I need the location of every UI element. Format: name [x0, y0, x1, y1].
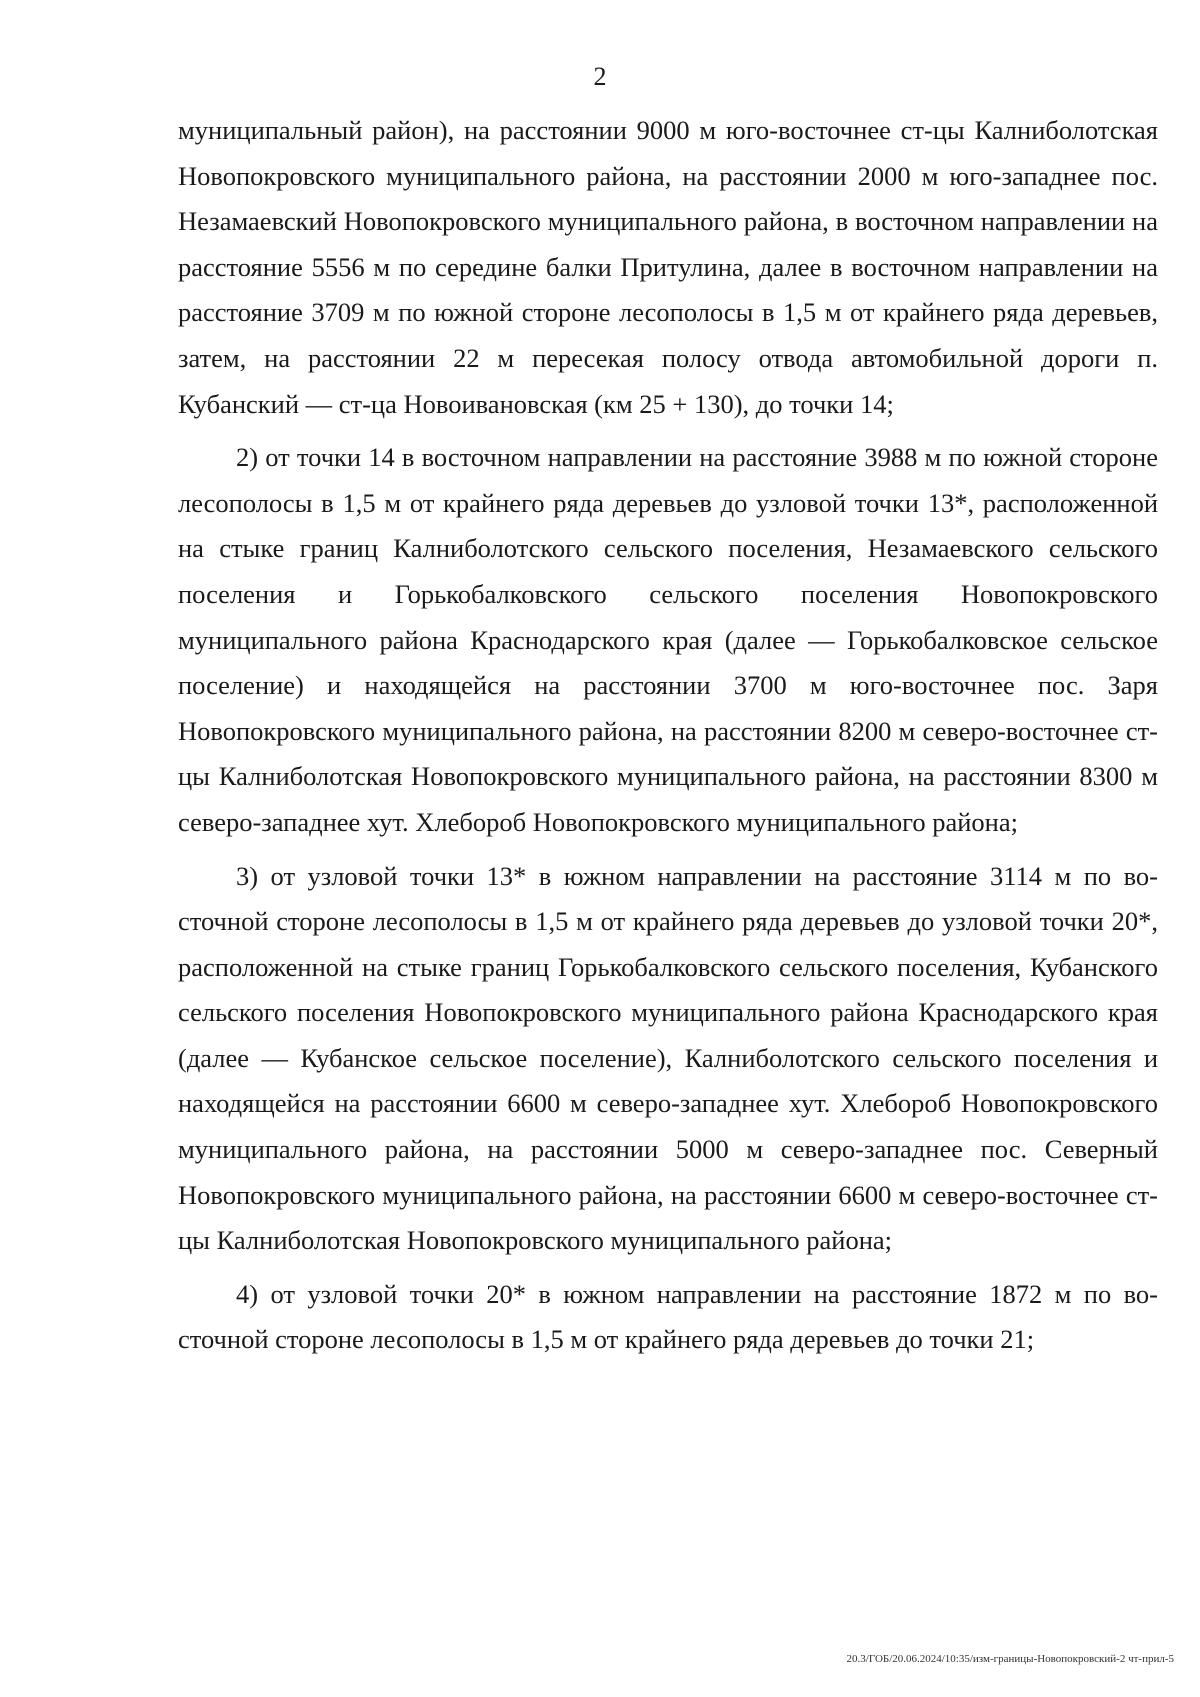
paragraph-item-3: 3) от узловой точки 13* в южном направлении на расстояние 3114 м по восточной стороне лесополосы в 1,5 м от крайнего ряда деревьев до узловой точки 20*, расположенной на стыке границ Горькобалковского сельского поселения, Кубанского сельского поселения Новопокровского муниципального района Краснодарского края (далее — Кубанское сельское поселение), Калниболотского сельского поселения и находящейся на расстоянии 6600 м северо-западнее хут. Хлебороб Новопокровского муниципального района, на расстоянии 5000 м северо-западнее пос. Северный Новопокровского муниципального района, на расстоянии 6600 м северо-восточнее ст-цы Калниболотская Новопокровского муниципального района;: [178, 860, 1158, 1256]
document-footer-code: 20.3/ГОБ/20.06.2024/10:35/изм-границы-Новопокровский-2 чт-прил-5: [846, 1653, 1174, 1665]
paragraph-item-2: 2) от точки 14 в восточном направлении на расстояние 3988 м по южной стороне лесополосы в 1,5 м от крайнего ряда деревьев до узловой точки 13*, расположенной на стыке границ Калниболотского сельского поселения, Незамаевского сельского поселения и Горькобалковского сельского поселения Новопокровского муниципального района Краснодарского края (далее — Горькобалковское сельское поселение) и находящейся на расстоянии 3700 м юго-восточнее пос. Заря Новопокровского муниципального района, на расстоянии 8200 м северо-восточнее ст-цы Калниболотская Новопокровского муниципального района, на расстоянии 8300 м северо-западнее хут. Хлебороб Новопокровского муниципального района;: [178, 442, 1158, 837]
paragraph-item-4: 4) от узловой точки 20* в южном направлении на расстояние 1872 м по восточной стороне лесополосы в 1,5 м от крайнего ряда деревьев до точки 21;: [178, 1278, 1158, 1355]
document-body: [178, 108, 1158, 1371]
page-number: 2: [593, 62, 607, 91]
paragraph-continuation: муниципальный район), на расстоянии 9000 м юго-восточнее ст-цы Калниболотская Новопокровского муниципального района, на расстоянии 2000 м юго-западнее пос. Незамаевский Новопокровского муниципального района, в восточном направлении на расстояние 5556 м по середине балки Притулина, далее в восточном направлении на расстояние 3709 м по южной стороне лесополосы в 1,5 м от крайнего ряда деревьев, затем, на расстоянии 22 м пересекая полосу отвода автомобильной дороги п. Кубанский — ст-ца Новоивановская (км 25 + 130), до точки 14;: [178, 115, 1158, 419]
